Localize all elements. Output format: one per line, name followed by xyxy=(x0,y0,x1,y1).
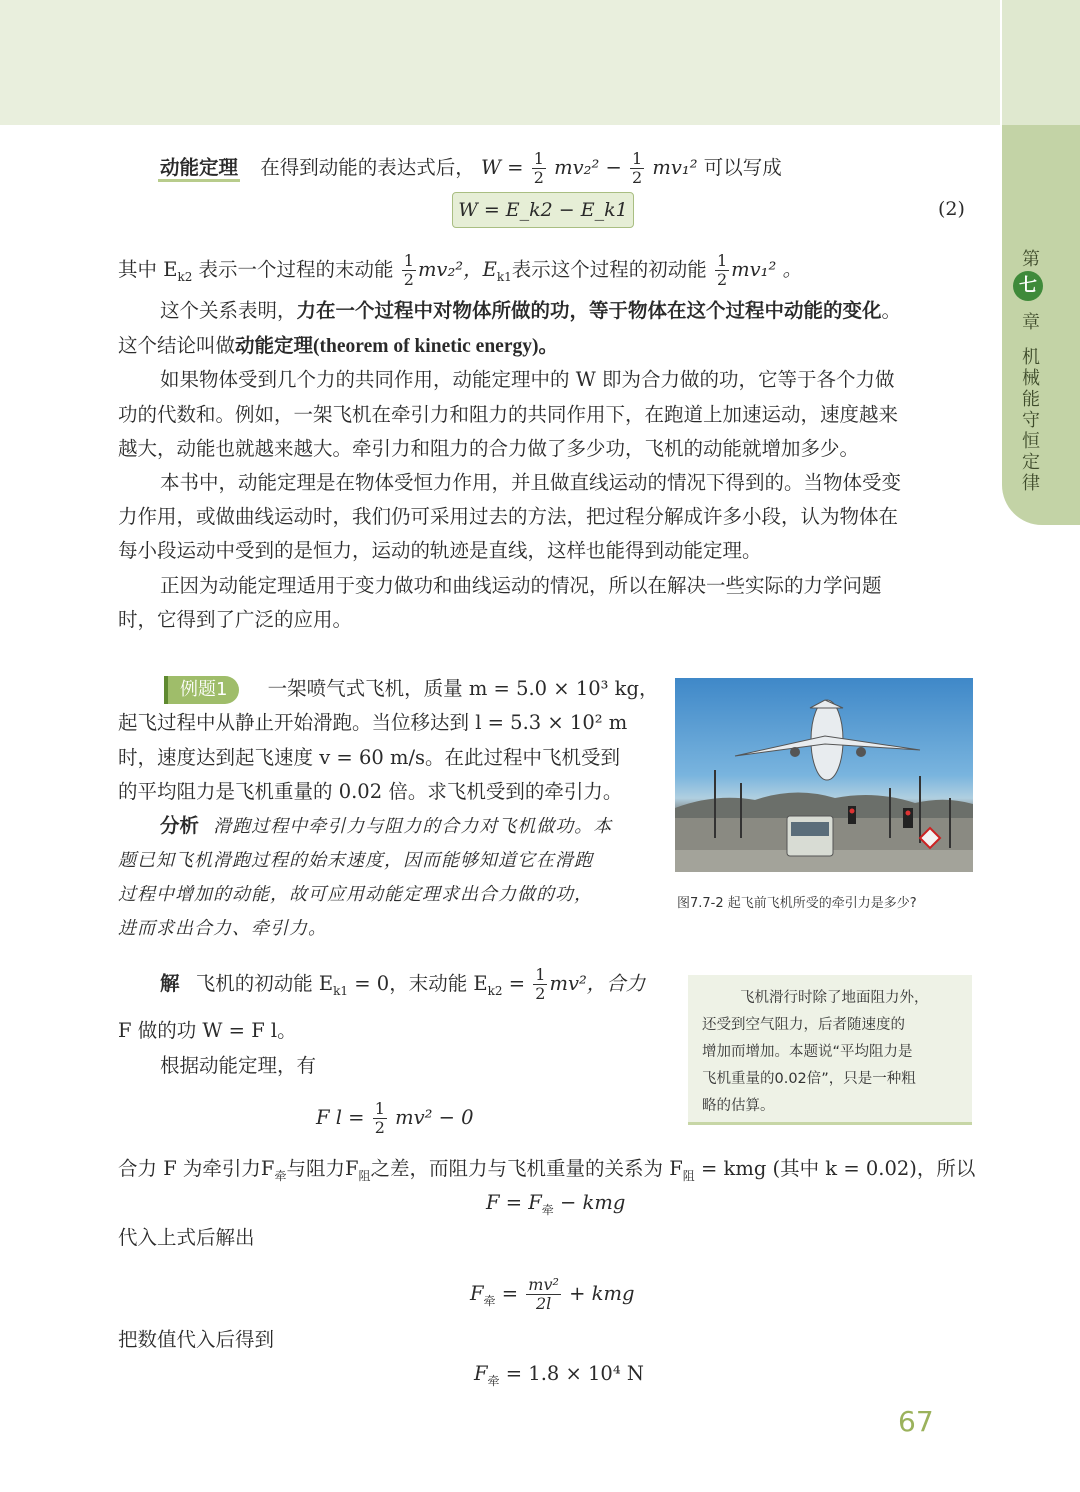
analysis-line2: 题已知飞机滑跑过程的始末速度，因而能够知道它在滑跑 xyxy=(118,850,593,871)
minus-sign: − xyxy=(605,156,622,179)
example-line3: 时，速度达到起飞速度 v = 60 m/s。在此过程中飞机受到 xyxy=(118,746,621,769)
para4-line1: 正因为动能定理适用于变力做功和曲线运动的情况，所以在解决一些实际的力学问题 xyxy=(160,574,882,597)
para1-period: 。 xyxy=(881,299,902,322)
para1-line1 xyxy=(160,299,901,323)
para2-line3: 越大，动能也就越来越大。牵引力和阻力的合力做了多少功，飞机的动能就增加多少。 xyxy=(118,437,860,460)
airplane-illustration xyxy=(675,678,973,872)
para1-text: 这个关系表明， xyxy=(160,299,297,322)
eq-text: + kmg xyxy=(569,1282,635,1305)
para2-line2: 功的代数和。例如，一架飞机在牵引力和阻力的共同作用下，在跑道上加速运动，速度越来 xyxy=(118,403,899,426)
sol-text: mv²，合力 xyxy=(549,972,646,995)
para3-line1: 本书中，动能定理是在物体受恒力作用，并且做直线运动的情况下得到的。当物体受变 xyxy=(160,471,902,494)
intro-tail: 可以写成 xyxy=(703,156,782,179)
para3-line2: 力作用，或做曲线运动时，我们仍可采用过去的方法，把过程分解成许多小段，认为物体在 xyxy=(118,505,899,528)
example-text: 一架喷气式飞机，质量 m = 5.0 × 10³ kg， xyxy=(267,677,659,700)
sol-text: 与阻力F xyxy=(286,1157,359,1180)
eq-rhs: mv² − 0 xyxy=(395,1106,474,1129)
def-text-d: 表示这个过程的初动能 xyxy=(511,258,707,281)
def-text-b: 表示一个过程的末动能 xyxy=(192,258,394,281)
example-line2: 起飞过程中从静止开始滑跑。当位移达到 l = 5.3 × 10² m xyxy=(118,711,628,734)
header-band xyxy=(0,0,1000,125)
sub-qian: 牵 xyxy=(541,1202,554,1217)
sub-zu: 阻 xyxy=(682,1168,695,1183)
sol-text: 之差，而阻力与飞机重量的关系为 F xyxy=(370,1157,683,1180)
side-header-band xyxy=(1002,0,1080,125)
para1-l2-text: 这个结论叫做 xyxy=(118,334,236,357)
airplane-photo xyxy=(675,678,973,872)
note-line: 增加而增加。本题说“平均阻力是 xyxy=(702,1044,913,1060)
eq-text: F xyxy=(474,1362,488,1385)
fraction-half: $\frac{1}{2}$ xyxy=(533,149,544,187)
solution-line3: 根据动能定理，有 xyxy=(160,1054,317,1077)
sub-zu: 阻 xyxy=(358,1168,371,1183)
para1-l2-bold: 动能定理 xyxy=(235,334,314,357)
note-line: 飞机重量的0.02倍”，只是一种粗 xyxy=(702,1071,916,1087)
fraction-half: $\frac{1}{2}$ xyxy=(716,251,728,289)
solution-line2: F 做的功 W = F l。 xyxy=(118,1019,297,1042)
chapter-tab xyxy=(1002,125,1080,525)
analysis-line3: 过程中增加的动能，故可应用动能定理求出合力做的功， xyxy=(118,884,593,905)
equation-fl xyxy=(316,1098,474,1138)
equation-number: (2) xyxy=(938,198,965,220)
sol-text: = kmg (其中 k = 0.02)，所以 xyxy=(694,1157,976,1180)
solution-line1 xyxy=(160,966,645,1008)
page-number: 67 xyxy=(898,1405,934,1438)
analysis-label: 分析 xyxy=(160,814,200,837)
sub-qian: 牵 xyxy=(487,1373,500,1388)
sub-k1: k1 xyxy=(496,269,512,284)
para4-line2: 时，它得到了广泛的应用。 xyxy=(118,608,353,631)
note-line: 略的估算。 xyxy=(702,1098,775,1114)
equation-fq xyxy=(470,1272,634,1323)
mv2-squared: mv₂² xyxy=(554,156,600,179)
solution-label: 解 xyxy=(160,972,180,995)
example-tag: 例题1 xyxy=(164,676,239,704)
definition-line xyxy=(118,252,802,292)
figure-caption: 图7.7-2 起飞前飞机所受的牵引力是多少? xyxy=(677,896,917,911)
sol-text: = 0，末动能 E xyxy=(348,972,488,995)
def-text-e: mv₁² 。 xyxy=(731,258,802,281)
solution-line6: 把数值代入后得到 xyxy=(118,1328,275,1351)
example-first-line xyxy=(164,676,658,704)
sub-k1: k1 xyxy=(333,983,349,998)
para1-bold: 力在一个过程中对物体所做的功，等于物体在这个过程中动能的变化 xyxy=(296,299,882,322)
solution-line4 xyxy=(118,1157,975,1188)
sol-text: = xyxy=(502,972,526,995)
para2-line1: 如果物体受到几个力的共同作用，动能定理中的 W 即为合力做的功，它等于各个力做 xyxy=(160,368,895,391)
def-text-c: mv₂²，E xyxy=(417,258,497,281)
fraction-mv2-2l: $\frac{\text{mv²}}{2l}$ xyxy=(528,1275,559,1313)
eq-lhs: F l = xyxy=(316,1106,365,1129)
theorem-intro-line xyxy=(158,150,782,187)
analysis-line4: 进而求出合力、牵引力。 xyxy=(118,918,327,939)
chapter-title: 机械能守恒定律 xyxy=(1022,347,1040,494)
fraction-half: $\frac{1}{2}$ xyxy=(632,149,643,187)
eq-text: F = F xyxy=(486,1191,542,1214)
mv1-squared: mv₁² xyxy=(652,156,698,179)
sol-text: 飞机的初动能 E xyxy=(195,972,334,995)
sub-qian: 牵 xyxy=(274,1168,287,1183)
note-line: 还受到空气阻力，后者随速度的 xyxy=(702,1017,905,1033)
boxed-equation: W = E_k2 − E_k1 xyxy=(452,192,634,228)
chapter-number-badge: 七 xyxy=(1013,271,1043,301)
w-equals: W = xyxy=(480,156,524,179)
chapter-prefix: 第 xyxy=(1022,249,1040,270)
solution-line5: 代入上式后解出 xyxy=(118,1226,255,1249)
equation-f xyxy=(486,1191,625,1222)
para1-l2-english: (theorem of kinetic energy)。 xyxy=(313,336,558,357)
sol-text: 合力 F 为牵引力F xyxy=(118,1157,275,1180)
equation-result xyxy=(474,1362,644,1393)
fraction-half: $\frac{1}{2}$ xyxy=(535,965,546,1003)
intro-text: 在得到动能的表达式后， xyxy=(260,156,475,179)
side-note xyxy=(688,975,972,1125)
sub-k2: k2 xyxy=(177,269,193,284)
eq-text: = xyxy=(495,1282,519,1305)
fraction-half: $\frac{1}{2}$ xyxy=(374,1099,385,1137)
eq-text: F xyxy=(470,1282,484,1305)
analysis-text: 滑跑过程中牵引力与阻力的合力对飞机做功。本 xyxy=(213,816,613,837)
theorem-term: 动能定理 xyxy=(158,156,240,182)
def-text-a: 其中 E xyxy=(118,258,178,281)
para1-line2 xyxy=(118,334,558,359)
eq-text: = 1.8 × 10⁴ N xyxy=(499,1362,644,1385)
para3-line3: 每小段运动中受到的是恒力，运动的轨迹是直线，这样也能得到动能定理。 xyxy=(118,539,762,562)
sub-k2: k2 xyxy=(487,983,503,998)
sub-qian: 牵 xyxy=(483,1293,496,1308)
note-line: 飞机滑行时除了地面阻力外， xyxy=(740,990,929,1006)
chapter-suffix: 章 xyxy=(1022,312,1040,333)
analysis-line1 xyxy=(160,814,612,839)
fraction-half: $\frac{1}{2}$ xyxy=(403,251,414,289)
eq-text: − kmg xyxy=(553,1191,626,1214)
example-line4: 的平均阻力是飞机重量的 0.02 倍。求飞机受到的牵引力。 xyxy=(118,780,623,803)
